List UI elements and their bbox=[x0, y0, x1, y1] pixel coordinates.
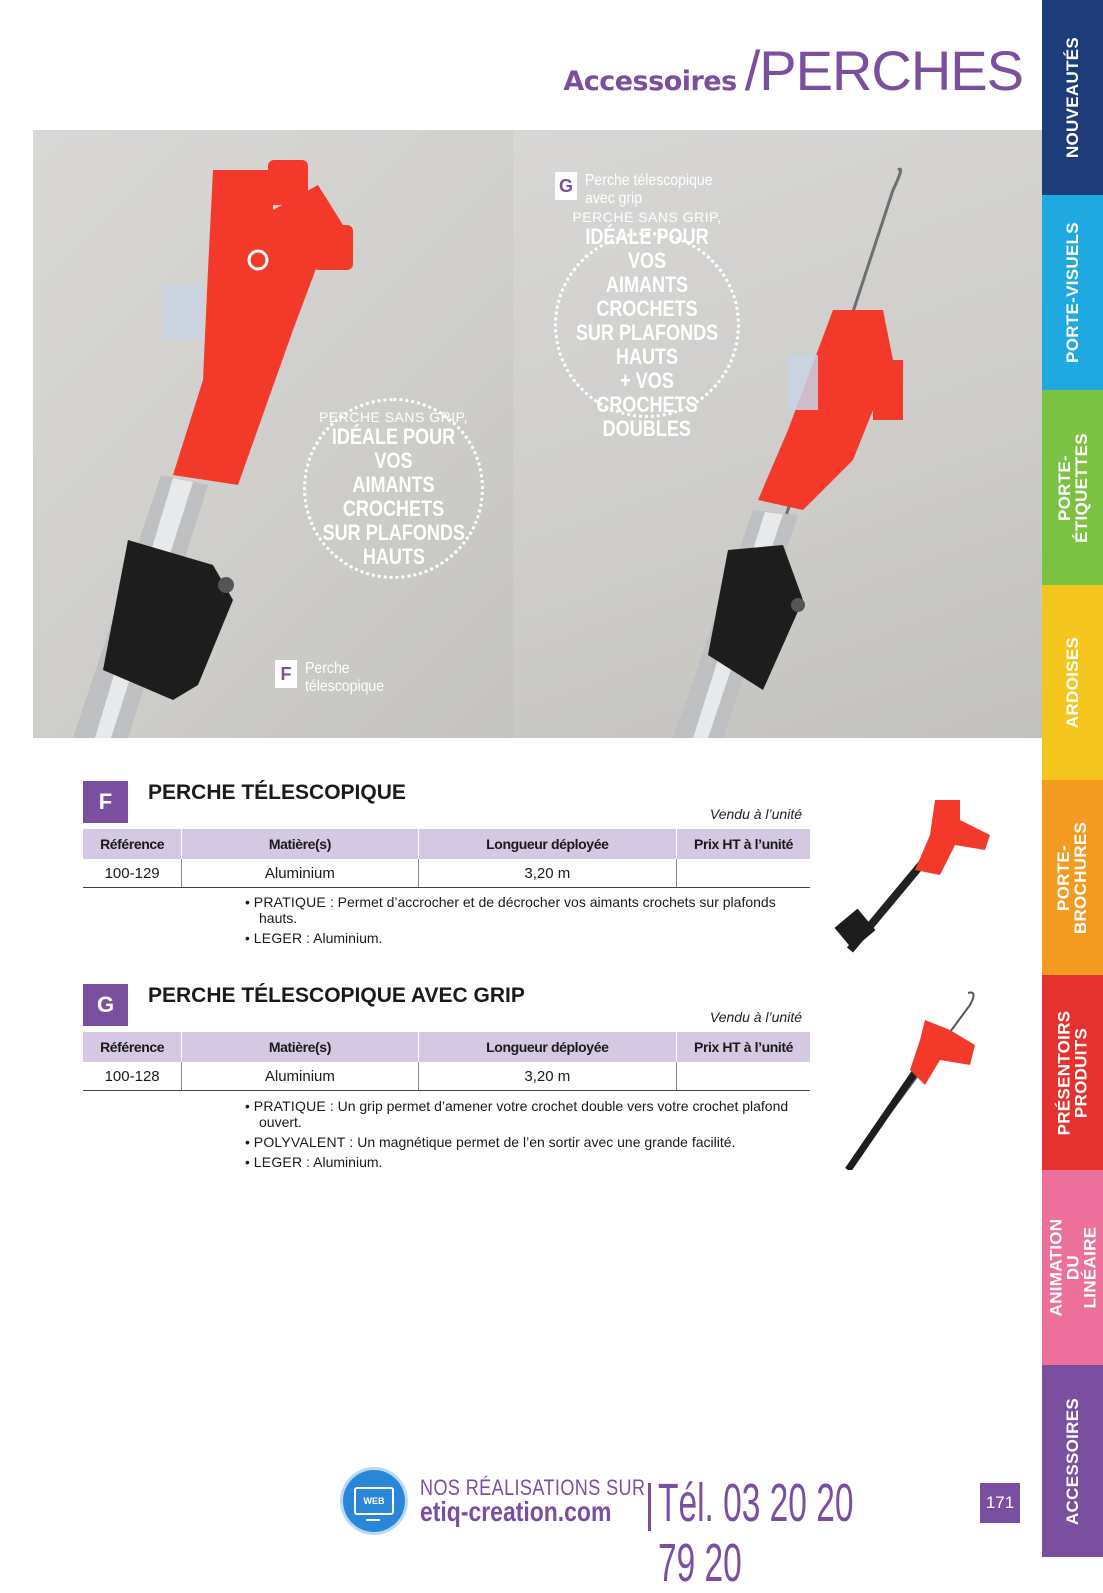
page-number: 171 bbox=[980, 1483, 1020, 1523]
badge-line: DOUBLES bbox=[602, 416, 692, 441]
tab-presentoirs-produits[interactable] bbox=[1042, 975, 1103, 1170]
tab-porte-etiquettes[interactable] bbox=[1042, 390, 1103, 585]
badge-line: AIMANTS CROCHETS bbox=[596, 272, 698, 321]
monitor-icon bbox=[354, 1487, 394, 1515]
badge-line: SUR PLAFONDS HAUTS bbox=[575, 320, 719, 369]
product-title-f: PERCHE TÉLESCOPIQUE bbox=[148, 781, 406, 804]
list-item: • LEGER : Aluminium. bbox=[245, 930, 383, 946]
table-cell: 3,20 m bbox=[418, 859, 677, 888]
table-cell bbox=[677, 1062, 810, 1091]
tab-porte-brochures[interactable] bbox=[1042, 780, 1103, 975]
table-cell: Aluminium bbox=[182, 1062, 418, 1091]
web-icon-label: WEB bbox=[363, 1496, 385, 1506]
column-header: Matière(s) bbox=[182, 828, 418, 859]
feature-list-g bbox=[245, 1098, 805, 1174]
badge-small-text: PERCHE SANS GRIP, bbox=[318, 408, 469, 425]
table-header-row bbox=[83, 1031, 810, 1062]
bullet-key: POLYVALENT bbox=[253, 1134, 346, 1150]
tab-label: NOUVEAUTÉS bbox=[1063, 36, 1083, 159]
table-row bbox=[83, 859, 810, 888]
tab-label: ARDOISES bbox=[1063, 636, 1083, 729]
column-header: Longueur déployée bbox=[418, 1031, 677, 1062]
tab-label: PRÉSENTOIRS PRODUITS bbox=[1054, 1010, 1091, 1135]
footer-divider bbox=[648, 1483, 651, 1531]
table-cell: 3,20 m bbox=[418, 1062, 677, 1091]
badge-line: HAUTS bbox=[362, 543, 425, 569]
table-cell: Aluminium bbox=[182, 859, 418, 888]
tab-porte-visuels[interactable] bbox=[1042, 195, 1103, 390]
badge-small-text: PERCHE SANS GRIP, bbox=[572, 209, 722, 225]
product-letter-f: F bbox=[83, 781, 128, 823]
feature-badge-f bbox=[303, 398, 484, 579]
category-label: Accessoires bbox=[563, 66, 737, 97]
column-header: Référence bbox=[83, 828, 182, 859]
tab-ardoises[interactable] bbox=[1042, 585, 1103, 780]
tab-nouveautes[interactable] bbox=[1042, 0, 1103, 195]
table-cell bbox=[677, 859, 810, 888]
badge-line: AIMANTS CROCHETS bbox=[342, 471, 445, 521]
bullet-text: : Aluminium. bbox=[302, 1154, 383, 1170]
product-section-g bbox=[83, 984, 810, 1184]
column-header: Référence bbox=[83, 1031, 182, 1062]
product-photo-f bbox=[33, 130, 513, 738]
photo-caption-f: Perche télescopique bbox=[305, 660, 385, 695]
tab-label: PORTE-VISUELS bbox=[1063, 222, 1082, 363]
column-header: Prix HT à l’unité bbox=[677, 828, 810, 859]
product-thumbnail-f bbox=[830, 795, 1000, 965]
product-table-f bbox=[83, 827, 810, 888]
subcategory-label: /PERCHES bbox=[744, 39, 1023, 102]
product-section-f bbox=[83, 781, 810, 956]
web-icon[interactable] bbox=[343, 1470, 405, 1532]
product-title-g: PERCHE TÉLESCOPIQUE AVEC GRIP bbox=[148, 984, 525, 1007]
bullet-text: : Un magnétique permet de l’en sortir avec une grande facilité. bbox=[345, 1134, 736, 1150]
feature-badge-g bbox=[554, 209, 740, 441]
bullet-text: : Permet d’accrocher et de décrocher vos aimants crochets sur plafonds hauts. bbox=[259, 894, 776, 926]
page-title bbox=[563, 38, 1023, 108]
column-header: Prix HT à l’unité bbox=[677, 1031, 810, 1062]
bullet-text: : Aluminium. bbox=[302, 930, 383, 946]
product-letter-g: G bbox=[83, 984, 128, 1026]
list-item: • PRATIQUE : Un grip permet d’amener votre crochet double vers votre crochet plafond ouvert. bbox=[245, 1098, 789, 1130]
tab-accessoires[interactable] bbox=[1042, 1365, 1103, 1557]
bullet-key: PRATIQUE bbox=[253, 1098, 326, 1114]
sold-by-unit: Vendu à l’unité bbox=[709, 1009, 802, 1025]
column-header: Longueur déployée bbox=[418, 828, 677, 859]
badge-line: + VOS CROCHETS bbox=[596, 368, 698, 417]
table-row bbox=[83, 1062, 810, 1091]
table-header-row bbox=[83, 828, 810, 859]
product-thumbnail-g bbox=[840, 985, 1000, 1170]
column-header: Matière(s) bbox=[182, 1031, 418, 1062]
sold-by-unit: Vendu à l’unité bbox=[709, 806, 802, 822]
photo-letter-g: G bbox=[555, 172, 577, 200]
badge-line: SUR PLAFONDS bbox=[322, 519, 465, 545]
bullet-key: LEGER bbox=[253, 930, 303, 946]
bullet-text: : Un grip permet d’amener votre crochet double vers votre crochet plafond ouvert. bbox=[259, 1098, 789, 1130]
list-item: • LEGER : Aluminium. bbox=[245, 1154, 383, 1170]
footer-tagline: NOS RÉALISATIONS SUR bbox=[420, 1475, 646, 1500]
tab-label: ANIMATION DU LINÉAIRE bbox=[1046, 1218, 1100, 1317]
product-photo-g bbox=[513, 130, 1043, 738]
tab-label: PORTE- ÉTIQUETTES bbox=[1054, 432, 1091, 543]
footer bbox=[340, 1465, 1030, 1593]
photo-letter-f: F bbox=[275, 660, 297, 688]
badge-line: IDÉALE POUR VOS bbox=[585, 224, 709, 273]
badge-line: IDÉALE POUR VOS bbox=[331, 423, 456, 473]
bullet-key: PRATIQUE bbox=[253, 894, 326, 910]
footer-phone[interactable]: Tél. 03 20 20 79 20 bbox=[658, 1473, 854, 1593]
tab-label: PORTE- BROCHURES bbox=[1054, 821, 1091, 934]
product-table-g bbox=[83, 1030, 810, 1091]
table-cell: 100-129 bbox=[83, 859, 182, 888]
photo-caption-g: Perche télescopique avec grip bbox=[585, 172, 713, 207]
photo-tag-g bbox=[555, 172, 755, 208]
table-cell: 100-128 bbox=[83, 1062, 182, 1091]
photo-tag-f bbox=[275, 660, 405, 696]
feature-list-f bbox=[245, 894, 805, 950]
bullet-key: LEGER bbox=[253, 1154, 303, 1170]
footer-website-link[interactable]: etiq-creation.com bbox=[420, 1496, 612, 1527]
list-item: • POLYVALENT : Un magnétique permet de l’en sortir avec une grande facilité. bbox=[245, 1134, 736, 1150]
tab-label: ACCESSOIRES bbox=[1063, 1397, 1082, 1525]
tab-animation-lineaire[interactable] bbox=[1042, 1170, 1103, 1365]
list-item: • PRATIQUE : Permet d’accrocher et de décrocher vos aimants crochets sur plafonds hauts. bbox=[245, 894, 776, 926]
